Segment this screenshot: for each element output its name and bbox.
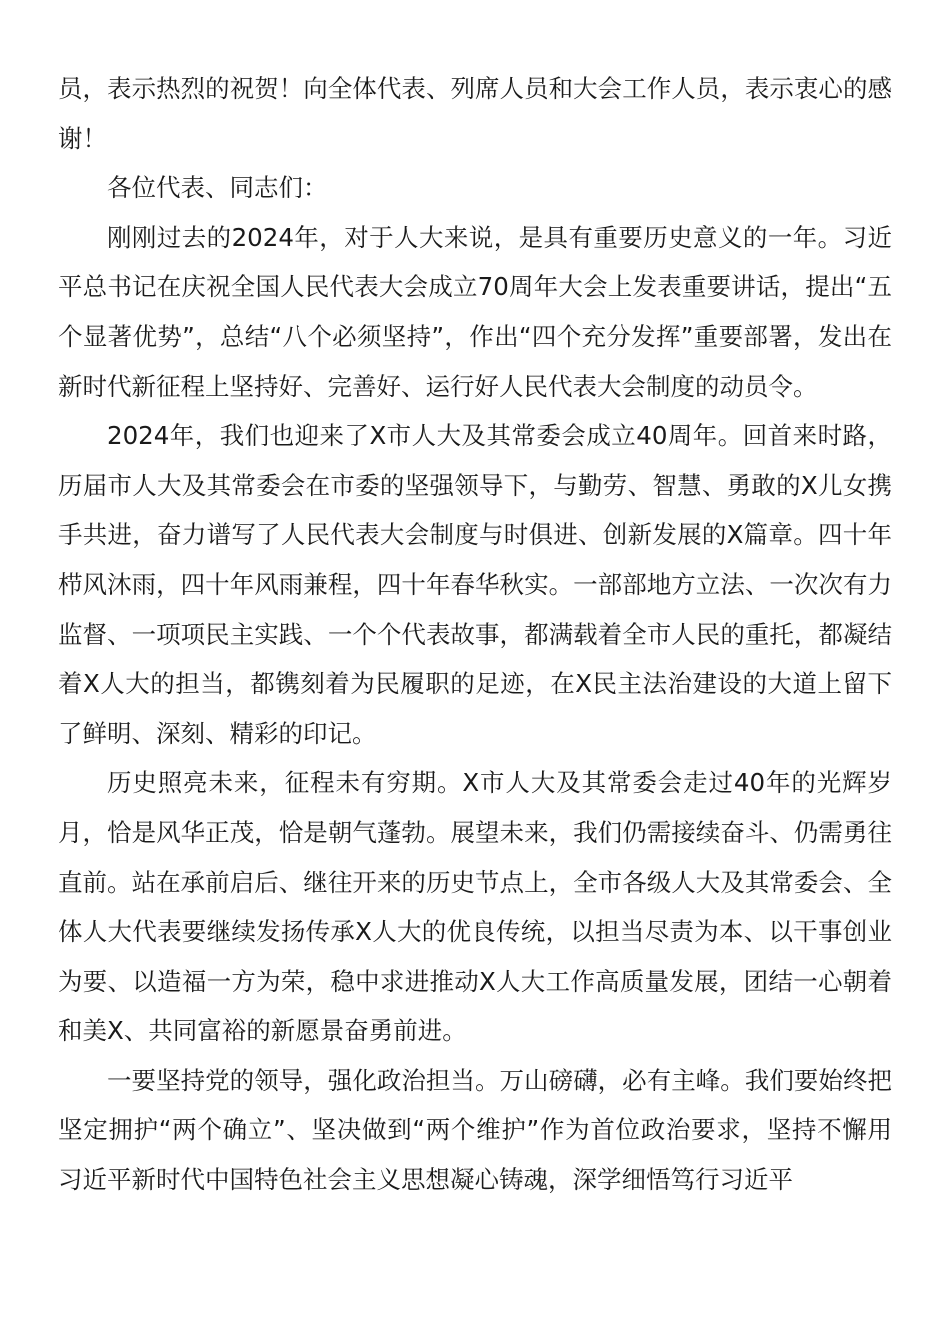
paragraph-party-leadership: 一要坚持党的领导，强化政治担当。万山磅礴，必有主峰。我们要始终把坚定拥护“两个确立”、坚决做到“两个维护”作为首位政治要求，坚持不懈用习近平新时代中国特色社会主义思想凝心铸魂，深学细悟笃行习近平 (58, 1065, 892, 1195)
paragraph-40th-anniversary: 2024年，我们也迎来了X市人大及其常委会成立40周年。回首来时路，历届市人大及其常委会在市委的坚强领导下，与勤劳、智慧、勇敢的X儿女携手共进，奋力谱写了人民代表大会制度与时俱进、创新发展的X篇章。四十年栉风沐雨，四十年风雨兼程，四十年春华秋实。一部部地方立法、一次次有力监督、一项项民主实践、一个个代表故事，都满载着全市人民的重托，都凝结着X人大的担当，都镌刻着为民履职的足迹，在X民主法治建设的大道上留下了鲜明、深刻、精彩的印记。 (58, 421, 892, 748)
paragraph-looking-forward: 历史照亮未来，征程未有穷期。X市人大及其常委会走过40年的光辉岁月，恰是风华正茂，恰是朝气蓬勃。展望未来，我们仍需接续奋斗、仍需勇往直前。站在承前启后、继往开来的历史节点上，全市各级人大及其常委会、全体人大代表要继续发扬传承X人大的优良传统，以担当尽责为本、以干事创业为要、以造福一方为荣，稳中求进推动X人大工作高质量发展，团结一心朝着和美X、共同富裕的新愿景奋勇前进。 (58, 768, 892, 1046)
paragraph-salutation: 各位代表、同志们： (107, 173, 328, 203)
paragraph-continuation: 员，表示热烈的祝贺！向全体代表、列席人员和大会工作人员，表示衷心的感谢！ (58, 74, 892, 153)
paragraph-2024-significance: 刚刚过去的2024年，对于人大来说，是具有重要历史意义的一年。习近平总书记在庆祝全国人民代表大会成立70周年大会上发表重要讲话，提出“五个显著优势”，总结“八个必须坚持”，作出“四个充分发挥”重要部署，发出在新时代新征程上坚持好、完善好、运行好人民代表大会制度的动员令。 (58, 222, 892, 401)
document-body (58, 64, 892, 1205)
